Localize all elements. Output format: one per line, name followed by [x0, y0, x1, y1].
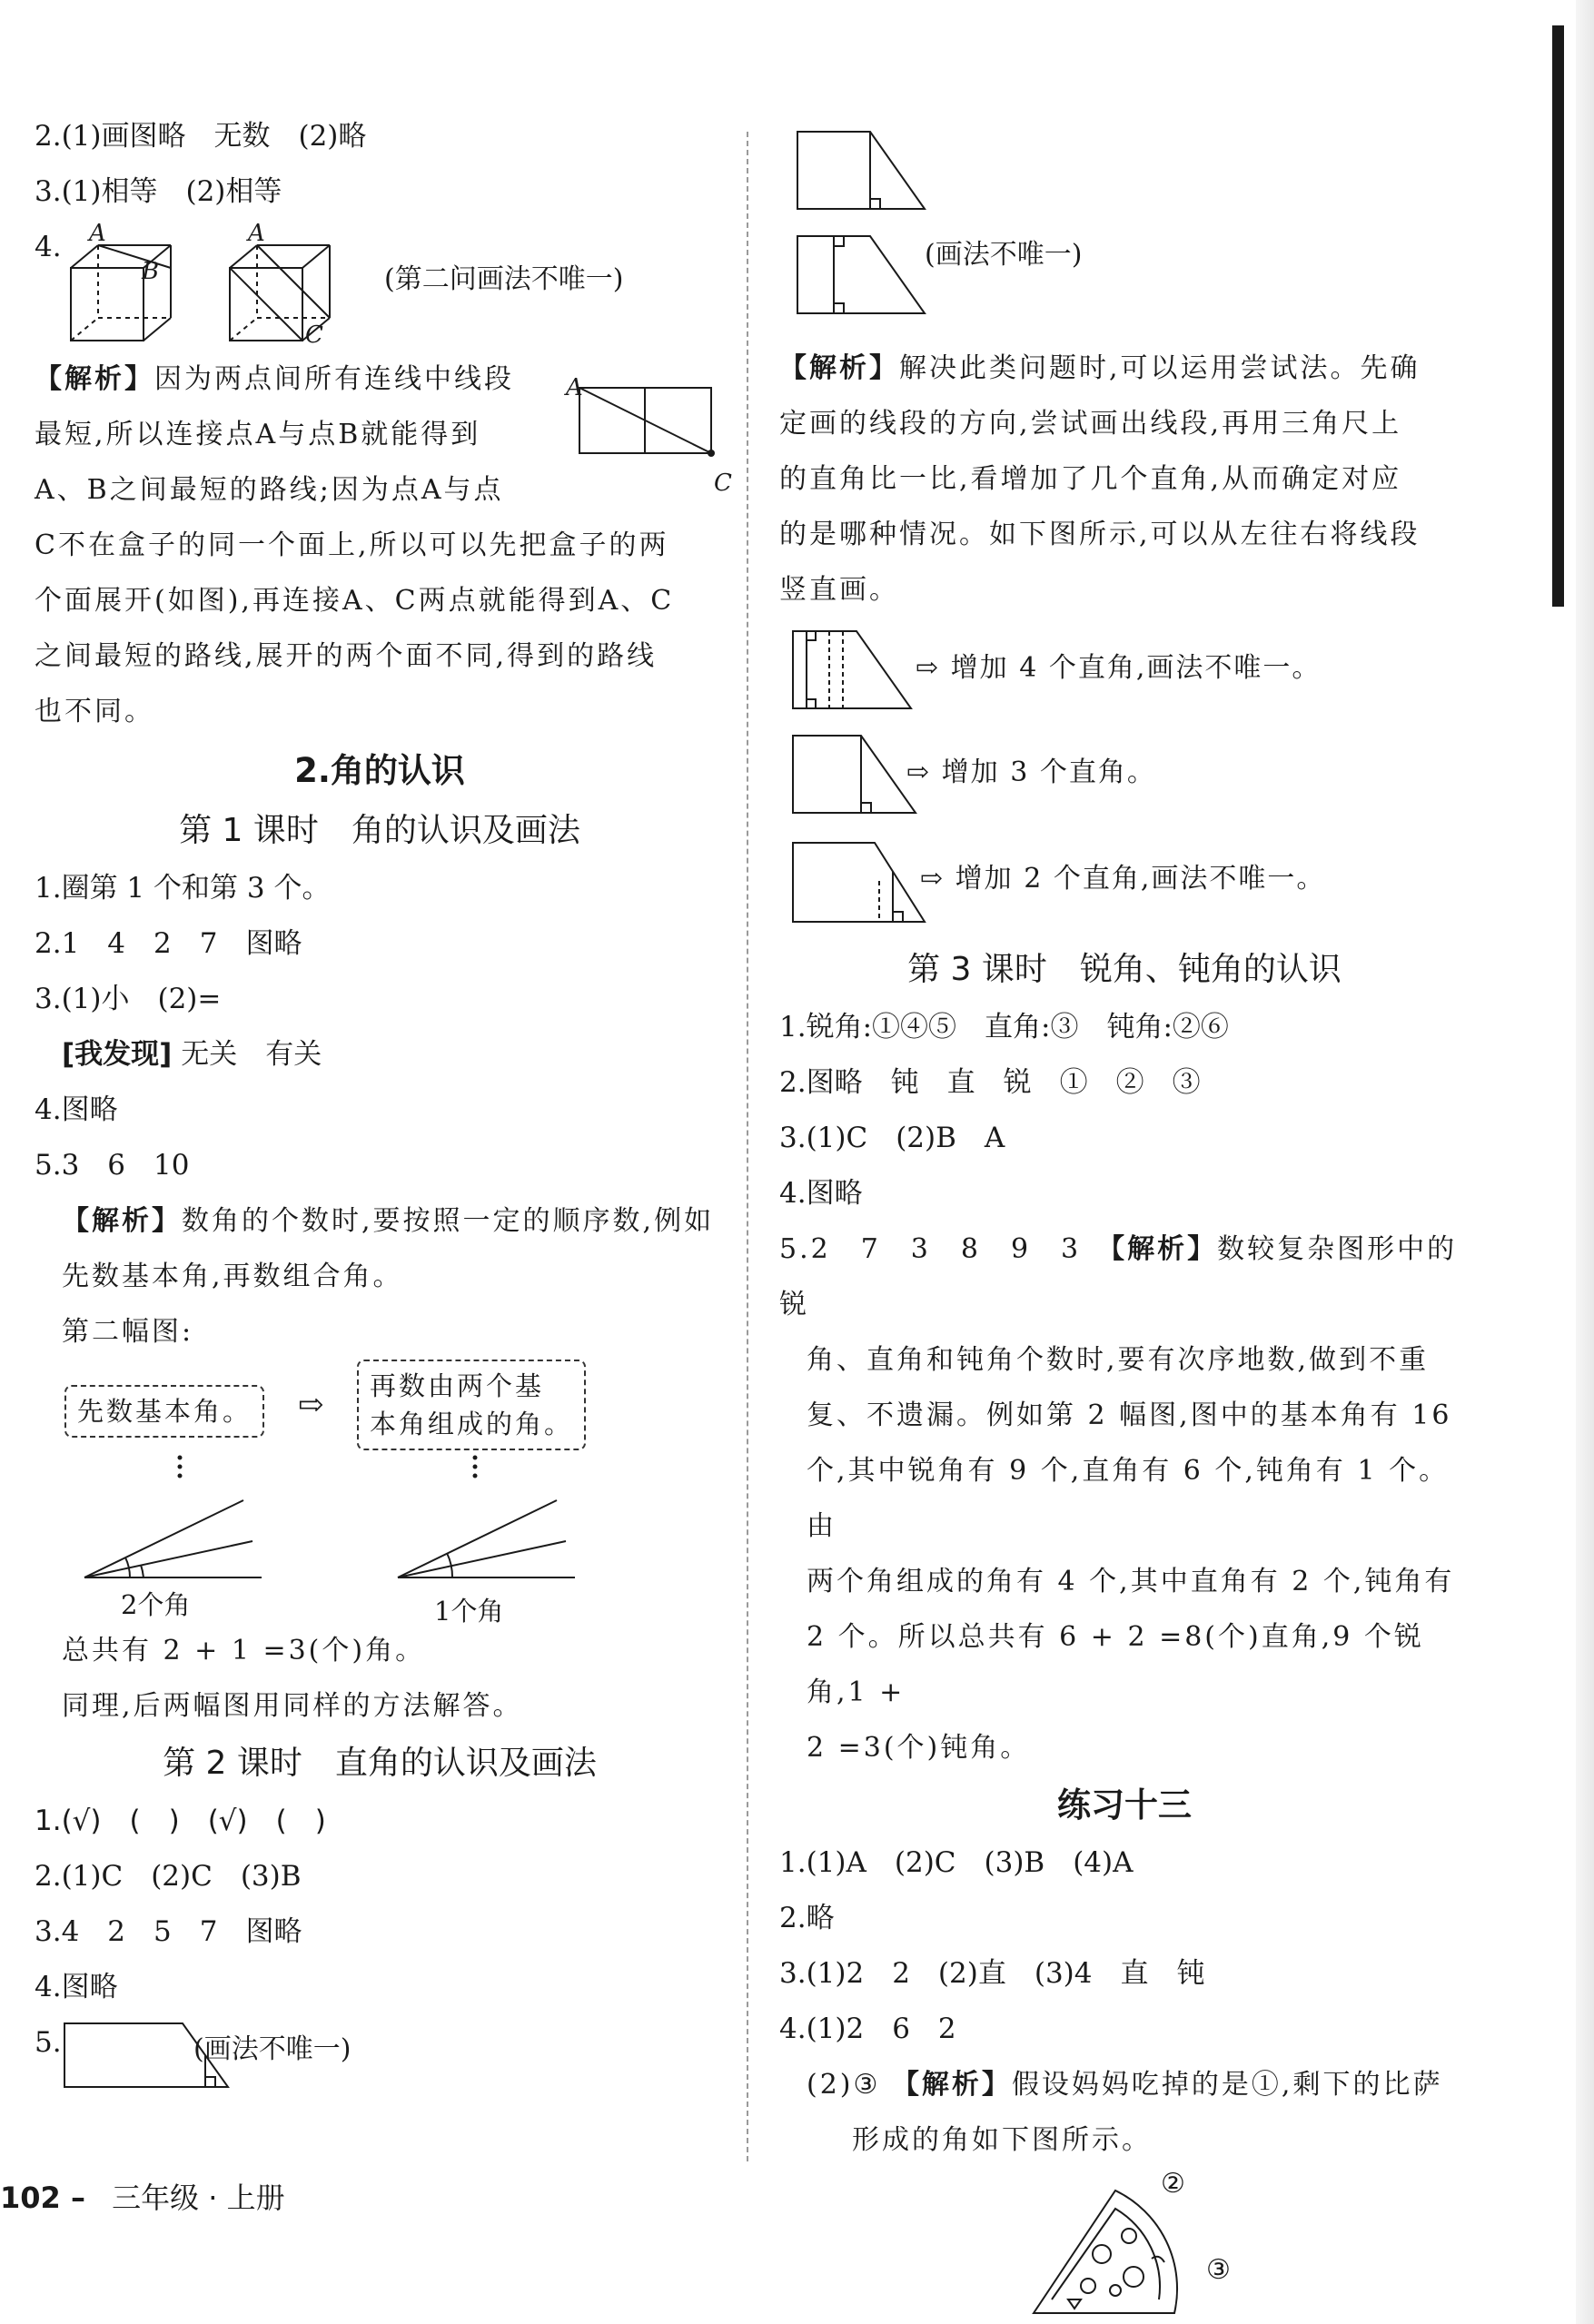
angle-caption-1: 1个角	[434, 1596, 504, 1627]
lesson1-q2: 2.1 4 2 7 图略	[35, 927, 302, 960]
similar-method: 同理,后两幅图用同样的方法解答。	[62, 1690, 523, 1722]
answer-4-note: (第二问画法不唯一)	[384, 263, 624, 295]
lesson2-q2: 2.(1)C (2)C (3)B	[35, 1860, 302, 1893]
answer-2: 2.(1)画图略 无数 (2)略	[35, 120, 367, 153]
explain-tag: 【解析】	[779, 352, 899, 384]
explain-line: 先数基本角,再数组合角。	[62, 1261, 403, 1292]
cube2-label-a: A	[248, 220, 265, 247]
lesson1-q5: 5.3 6 10	[35, 1149, 190, 1182]
right-column	[779, 127, 1470, 2322]
q5-answer: 5.2 7 3 8 9 3	[779, 1233, 1082, 1265]
section-title: 2.角的认识	[294, 751, 465, 790]
practice-q3: 3.(1)2 2 (2)直 (3)4 直 钝	[779, 1957, 1205, 1990]
page-edge-shadow	[1576, 0, 1594, 2324]
page-footer	[0, 2175, 285, 2217]
explain-line: 解决此类问题时,可以运用尝试法。先确	[899, 352, 1421, 384]
explain-line: 第二幅图:	[62, 1316, 194, 1348]
explain-line: 数角的个数时,要按照一定的顺序数,例如	[182, 1205, 715, 1237]
left-column	[35, 109, 735, 2088]
net-label-c: C	[714, 470, 735, 497]
lesson2-q1: 1.(√) ( ) (√) ( )	[35, 1805, 326, 1837]
lesson2-q4: 4.图略	[35, 1971, 118, 2003]
flow-arrow: ⇨	[298, 1387, 324, 1423]
lesson2-q5	[35, 2015, 725, 2088]
explain-line: 角、直角和钝角个数时,要有次序地数,做到不重	[807, 1344, 1430, 1376]
trapezoid-answers	[779, 127, 1470, 341]
case-1-text: ⇨ 增加 4 个直角,画法不唯一。	[916, 652, 1322, 684]
explain-line: 个,其中锐角有 9 个,直角有 6 个,钝角有 1 个。由	[807, 1455, 1450, 1542]
explain-line: 定画的线段的方向,尝试画出线段,再用三角尺上	[779, 408, 1402, 440]
lesson3-q3: 3.(1)C (2)B A	[779, 1122, 1005, 1154]
lesson1-q4: 4.图略	[35, 1093, 118, 1126]
flow-box-combined	[357, 1360, 586, 1450]
total-angles: 总共有 2 + 1 =3(个)角。	[62, 1635, 426, 1666]
discover-tag: [我发现]	[62, 1038, 173, 1071]
explain-tag: 【解析】	[891, 2069, 1012, 2101]
explain-line: 的直角比一比,看增加了几个直角,从而确定对应	[779, 463, 1402, 495]
explain-tag: 【解析】	[35, 363, 154, 395]
lesson3-q1: 1.锐角:①④⑤ 直角:③ 钝角:②⑥	[779, 1011, 1229, 1043]
explain-line: 复、不遗漏。例如第 2 幅图,图中的基本角有 16	[807, 1399, 1452, 1431]
explain-line: 两个角组成的角有 4 个,其中直角有 2 个,钝角有	[807, 1566, 1455, 1597]
lesson3-q4: 4.图略	[779, 1177, 863, 1210]
explain-line: C不在盒子的同一个面上,所以可以先把盒子的两	[35, 529, 669, 561]
lesson-title-3: 第 3 课时 锐角、钝角的认识	[907, 951, 1342, 988]
explain-line: 的是哪种情况。如下图所示,可以从左往右将线段	[779, 519, 1421, 550]
unfolded-net-figure	[561, 370, 725, 488]
right-angle-cases	[779, 618, 1470, 940]
trapezoid-figures	[793, 127, 956, 318]
discover-line	[35, 1027, 725, 1083]
cube-figures	[62, 227, 371, 350]
case-2-text: ⇨ 增加 3 个直角。	[906, 757, 1156, 788]
footer-dash: –	[70, 2181, 85, 2215]
lesson3-q5	[779, 1221, 1470, 1775]
trapezoid-note: (画法不唯一)	[925, 239, 1083, 271]
lesson-title-2: 第 2 课时 直角的认识及画法	[163, 1745, 597, 1782]
explain-line: 之间最短的路线,展开的两个面不同,得到的路线	[35, 640, 658, 672]
practice-q2: 2.略	[779, 1902, 835, 1934]
explain-2	[35, 1193, 725, 1360]
explain-tag: 【解析】	[1111, 1233, 1218, 1265]
answer-3: 3.(1)相等 (2)相等	[35, 175, 282, 208]
explain-line: 形成的角如下图所示。	[852, 2124, 1152, 2156]
lesson2-q3: 3.4 2 5 7 图略	[35, 1915, 302, 1948]
lesson-title-1: 第 1 课时 角的认识及画法	[179, 812, 580, 849]
answer-4-number: 4.	[35, 231, 62, 263]
explain-line: 2 =3(个)钝角。	[807, 1732, 1031, 1764]
flow-box-basic: 先数基本角。	[64, 1385, 264, 1438]
practice-q4: 4.(1)2 6 2	[779, 2012, 956, 2045]
explain-1	[35, 351, 735, 739]
explain-line: 假设妈妈吃掉的是①,剩下的比萨	[1011, 2069, 1443, 2101]
explain-line: 个面展开(如图),再连接A、C两点就能得到A、C	[35, 585, 675, 617]
lesson2-q5-number: 5.	[35, 2026, 62, 2059]
column-divider	[747, 132, 748, 2161]
pizza-label-3: ③	[1206, 2254, 1231, 2286]
cube1-label-a: A	[89, 220, 106, 247]
practice-q1: 1.(1)A (2)C (3)B (4)A	[779, 1846, 1134, 1879]
angle-caption-2: 2个角	[121, 1589, 191, 1620]
explain-line: 数较复杂图形中的锐	[779, 1233, 1458, 1320]
grade-label: 三年级 · 上册	[112, 2181, 285, 2215]
pizza-label-2: ②	[1161, 2168, 1185, 2200]
flow-box-line: 本角组成的角。	[370, 1409, 574, 1439]
lesson1-q3: 3.(1)小 (2)=	[35, 983, 222, 1015]
explain-line: 因为两点间所有连线中线段	[154, 363, 514, 395]
cube2-label-c: C	[305, 321, 323, 349]
cube1-label-b: B	[142, 258, 160, 285]
lesson2-q5-note: (画法不唯一)	[193, 2033, 351, 2065]
net-label-a: A	[566, 374, 586, 401]
lesson3-q2: 2.图略 钝 直 锐 ① ② ③	[779, 1066, 1201, 1099]
q4-2-answer: (2)③	[807, 2069, 892, 2101]
practice-q4-2	[779, 2057, 1470, 2168]
angle-count-flow	[35, 1360, 725, 1627]
explain-line: 2 个。所以总共有 6 + 2 =8(个)直角,9 个锐角,1 +	[807, 1621, 1424, 1708]
page-edge-bar	[1552, 25, 1564, 607]
flow-box-line: 再数由两个基	[370, 1370, 545, 1401]
explain-line: 最短,所以连接点A与点B就能得到	[35, 419, 481, 450]
explain-line: A、B之间最短的路线;因为点A与点	[35, 474, 504, 506]
pizza-figure-wrap	[779, 2168, 1470, 2322]
page-number: 102	[0, 2181, 61, 2215]
case-3-text: ⇨ 增加 2 个直角,画法不唯一。	[920, 863, 1326, 895]
explain-line: 竖直画。	[779, 574, 899, 606]
discover-text: 无关 有关	[172, 1038, 322, 1071]
practice-title: 练习十三	[1057, 1785, 1192, 1825]
explain-3	[779, 341, 1470, 618]
lesson1-q1: 1.圈第 1 个和第 3 个。	[35, 872, 331, 905]
explain-tag: 【解析】	[62, 1205, 182, 1237]
answer-4-cubes	[35, 220, 725, 351]
explain-line: 也不同。	[35, 696, 154, 727]
